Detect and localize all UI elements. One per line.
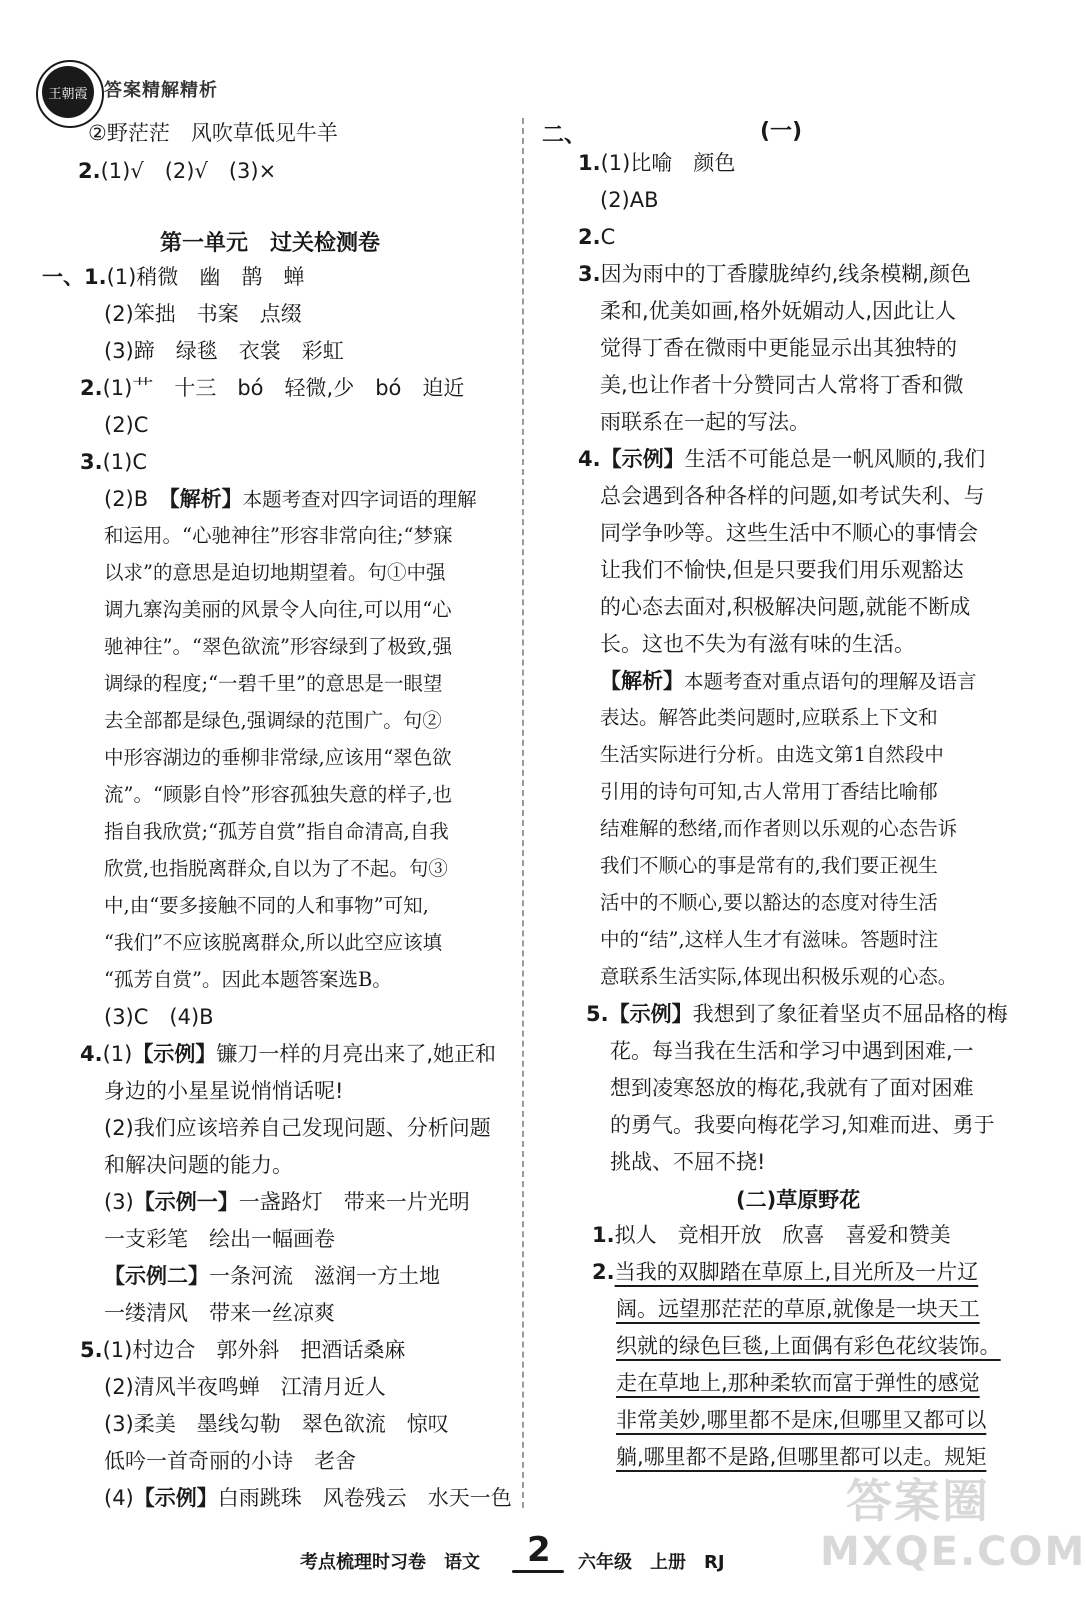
question-number: 4. [80,1042,103,1066]
answer-text: (1)√ (2)√ (3)× [100,159,277,183]
footer-grade: 六年级 上册 RJ [578,1552,725,1573]
answer-text: (4) [104,1486,134,1510]
answer-line: (2)我们应该培养自己发现问题、分析问题 [104,1116,491,1140]
answer-line: 走在草地上,那种柔软而富于弹性的感觉 [616,1371,980,1395]
answer-line [586,999,1008,1029]
answer-line [78,156,276,186]
page-number: 2 [527,1530,551,1570]
answer-line: (3)C (4)B [104,1005,214,1029]
question-number: 一、1. [42,265,107,289]
answer-line [104,1187,470,1217]
answer-text: 镰刀一样的月亮出来了,她正和 [216,1042,497,1066]
answer-line: 挑战、不屈不挠! [610,1150,766,1174]
answer-line: ②野茫茫 风吹草低见牛羊 [88,121,338,145]
answer-text: 我想到了象征着坚贞不屈品格的梅 [692,1002,1008,1026]
answer-line: 非常美妙,哪里都不是床,但哪里又都可以 [616,1408,987,1432]
answer-text: 因为雨中的丁香朦胧绰约,线条模糊,颜色 [600,262,971,286]
analysis-tag: 【解析】 [600,669,684,693]
header-title: 答案精解精析 [104,80,218,101]
answer-line: 和解决问题的能力。 [104,1153,293,1177]
answer-line [592,1220,951,1250]
answer-line: 美,也让作者十分赞同古人常将丁香和微 [600,373,964,397]
analysis-line: 流”。“顾影自怜”形容孤独失意的样子,也 [104,783,453,806]
question-number: 3. [80,450,103,474]
answer-text: (2)B [104,487,170,511]
answer-line: 觉得丁香在微雨中更能显示出其独特的 [600,336,957,360]
answer-line: 阔。远望那茫茫的草原,就像是一块天工 [616,1297,980,1321]
answer-text: (1)村边合 郭外斜 把酒话桑麻 [102,1338,406,1362]
analysis-line: 调九寨沟美丽的风景令人向往,可以用“心 [104,598,452,621]
footer-book-title: 考点梳理时习卷 语文 [300,1552,480,1573]
answer-line: 的勇气。我要向梅花学习,知难而进、勇于 [610,1113,995,1137]
answer-line: 躺,哪里都不是路,但哪里都可以走。规矩 [616,1445,987,1469]
analysis-line: 和运用。“心驰神往”形容非常向往;“梦寐 [104,524,453,547]
question-number: 2. [578,225,601,249]
example-tag: 【示例】 [132,1042,217,1066]
question-number: 1. [578,151,601,175]
analysis-line [600,666,977,697]
answer-line: 雨联系在一起的写法。 [600,410,810,434]
answer-line: (3)柔美 墨线勾勒 翠色欲流 惊叹 [104,1412,449,1436]
analysis-line: 指自我欣赏;“孤芳自赏”指自命清高,自我 [104,820,449,843]
answer-text: 一盏路灯 带来一片光明 [238,1190,470,1214]
answer-line: 让我们不愉快,但是只要我们用乐观豁达 [600,558,964,582]
sub-section-title: (二)草原野花 [736,1188,861,1212]
answer-line: 同学争吵等。这些生活中不顺心的事情会 [600,521,978,545]
analysis-line: 结难解的愁绪,而作者则以乐观的心态告诉 [600,817,958,840]
answer-line [80,447,147,477]
analysis-line: 生活实际进行分析。由选文第1自然段中 [600,743,944,766]
answer-line: 总会遇到各种各样的问题,如考试失利、与 [600,484,985,508]
part-label: 二、 [542,123,587,148]
column-divider [522,118,524,1508]
analysis-line [104,484,477,515]
question-number: 5. [586,1002,609,1026]
answer-line: 想到凌寒怒放的梅花,我就有了面对困难 [610,1076,974,1100]
answer-text: (1)艹 十三 bó 轻微,少 bó 迫近 [102,376,465,400]
analysis-line: 意联系生活实际,体现出积极乐观的心态。 [600,965,958,988]
analysis-line: 去全部都是绿色,强调绿的范围广。句② [104,709,442,732]
answer-text: 生活不可能总是一帆风顺的,我们 [684,447,986,471]
analysis-line: 中形容湖边的垂柳非常绿,应该用“翠色欲 [104,746,452,769]
example-tag: 【示例二】 [104,1264,209,1288]
answer-line [80,373,464,403]
analysis-line: 中的“结”,这样人生才有滋味。答题时注 [600,928,939,951]
brand-logo [42,66,94,118]
example-tag: 【示例一】 [133,1190,239,1214]
question-number: 2. [80,376,103,400]
answer-text: (1) [102,1042,133,1066]
answer-line [592,1257,978,1287]
answer-line [42,262,304,292]
watermark-text: 答案圈 [846,1474,990,1528]
example-tag: 【示例】 [608,1002,693,1026]
answer-line: 花。每当我在生活和学习中遇到困难,一 [610,1039,974,1063]
analysis-line: 欣赏,也指脱离群众,自以为了不起。句③ [104,857,448,880]
analysis-line: 中,由“要多接触不同的人和事物”可知, [104,894,429,917]
answer-line [578,222,615,252]
logo-text: 王朝霞 [48,86,88,102]
answer-text: (1)比喻 颜色 [600,151,736,175]
answer-line: 一缕清风 带来一丝凉爽 [104,1301,335,1325]
answer-line [80,1335,405,1365]
answer-line: 的心态去面对,积极解决问题,就能不断成 [600,595,971,619]
answer-text: (1)C [102,450,148,474]
analysis-line: 调绿的程度;“一碧千里”的意思是一眼望 [104,672,443,695]
answer-line [578,444,985,474]
answer-line: (2)AB [600,188,659,212]
analysis-text: 本题考查对重点语句的理解及语言 [684,670,977,693]
answer-line: (2)笨拙 书案 点缀 [104,302,302,326]
answer-text: (3) [104,1190,134,1214]
answer-line: 长。这也不失为有滋有味的生活。 [600,632,915,656]
example-tag: 【示例】 [600,447,685,471]
answer-line: 低吟一首奇丽的小诗 老舍 [104,1449,356,1473]
analysis-line: 活中的不顺心,要以豁达的态度对待生活 [600,891,938,914]
answer-line [104,1261,440,1291]
answer-line: (2)C [104,413,149,437]
analysis-line: 表达。解答此类问题时,应联系上下文和 [600,706,938,729]
answer-text: 当我的双脚踏在草原上,目光所及一片辽 [614,1260,979,1284]
answer-line: 织就的绿色巨毯,上面偶有彩色花纹装饰。 [616,1334,1001,1358]
watermark-url: MXQE.COM [820,1529,1086,1575]
answer-text: 一条河流 滋润一方土地 [209,1264,440,1288]
analysis-line: 以求”的意思是迫切地期望着。句①中强 [104,561,446,584]
question-number: 1. [592,1223,615,1247]
analysis-text: 本题考查对四字词语的理解 [242,488,477,511]
question-number: 4. [578,447,601,471]
analysis-line: 我们不顺心的事是常有的,我们要正视生 [600,854,938,877]
question-number: 3. [578,262,601,286]
analysis-tag: 【解析】 [169,487,243,511]
analysis-line: “孤芳自赏”。因此本题答案选B。 [104,968,392,991]
answer-line: 身边的小星星说悄悄话呢! [104,1079,344,1103]
question-number: 2. [592,1260,615,1284]
answer-text: (1)稍微 幽 鹊 蝉 [106,265,305,289]
question-number: 5. [80,1338,103,1362]
section-title: 第一单元 过关检测卷 [160,231,381,256]
analysis-line: 引用的诗句可知,古人常用丁香结比喻郁 [600,780,938,803]
answer-line: 一支彩笔 绘出一幅画卷 [104,1227,335,1251]
analysis-line: 驰神往”。“翠色欲流”形容绿到了极致,强 [104,635,453,658]
answer-line: (3)蹄 绿毯 衣裳 彩虹 [104,339,344,363]
answer-text: 白雨跳珠 风卷残云 水天一色 [217,1486,512,1510]
answer-line: 柔和,优美如画,格外妩媚动人,因此让人 [600,299,957,323]
answer-line [578,148,735,178]
example-tag: 【示例】 [133,1486,218,1510]
answer-line [80,1039,496,1069]
page-number-underline [512,1570,564,1573]
watermark [820,1465,1086,1585]
answer-line [578,259,971,289]
part-subtitle: (一) [760,119,803,144]
answer-text: 拟人 竞相开放 欣喜 喜爱和赞美 [614,1223,951,1247]
analysis-line: “我们”不应该脱离群众,所以此空应该填 [104,931,443,954]
answer-line: (2)清风半夜鸣蝉 江清月近人 [104,1375,386,1399]
answer-text: C [600,225,616,249]
question-number: 2. [78,159,101,183]
answer-line [104,1483,512,1513]
